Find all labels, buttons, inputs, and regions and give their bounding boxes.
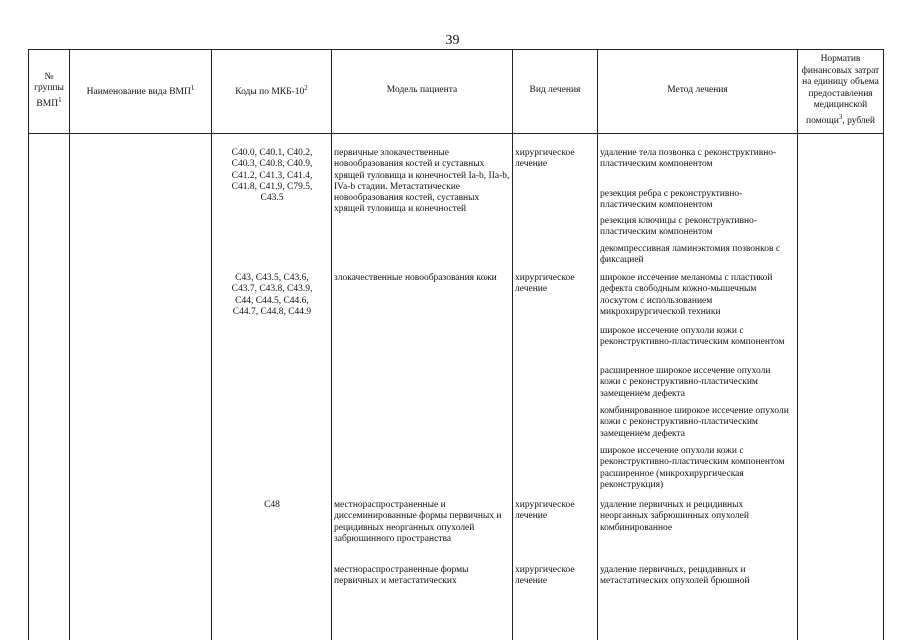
- col-line-1: [69, 49, 70, 640]
- row3-model: местнораспространенные и диссеминированные формы первичных и рецидивных неорганных опухолей забрюшинного пространства: [334, 500, 502, 544]
- header-icd-codes: Коды по МКБ-$10^2$: [235, 84, 308, 98]
- row2-method-5: широкое иссечение опухоли кожи с реконструктивно-пластическим компонентом расширенное (микрохирургическая реконструкция): [600, 446, 785, 490]
- row1-method-2: резекция ребра с реконструктивно-пластическим компонентом: [600, 189, 743, 211]
- row2-method-3: расширенное широкое иссечение опухоли кожи с реконструктивно-пластическим замещением дефекта: [600, 366, 771, 399]
- row1-codes: C40.0, C40.1, C40.2, C40.3, C40.8, C40.9, C41.2, C41.3, C41.4, C41.8, C41.9, C79.5, C43.5: [231, 148, 313, 204]
- row2-method-2: широкое иссечение опухоли кожи с реконструктивно-пластическим компонентом: [600, 326, 785, 348]
- col-line-0: [28, 49, 29, 640]
- col-line-7: [883, 49, 884, 640]
- row2-method-4: комбинированное широкое иссечение опухоли кожи с реконструктивно-пластическим замещением дефекта: [600, 406, 789, 439]
- row3-treatment: хирургическое лечение: [515, 500, 575, 522]
- row1-method-1: удаление тела позвонка с реконструктивно-пластическим компонентом: [600, 148, 777, 170]
- col-line-4: [512, 49, 513, 640]
- page-number: 39: [445, 33, 460, 48]
- row1-method-3: резекция ключицы с реконструктивно-пластическим компонентом: [600, 216, 757, 238]
- table-header-divider: [28, 133, 883, 134]
- row1-model: первичные злокачественные новообразования костей и суставных хрящей туловища и конечностей Ia-b, IIa-b, IVa-b стадии. Метастатические новообразования костей, суставных хрящей туловища и конечностей: [334, 148, 510, 215]
- row4-treatment: хирургическое лечение: [515, 565, 575, 587]
- col-line-6: [797, 49, 798, 640]
- row4-model: местнораспространенные формы первичных и метастатических: [334, 565, 469, 587]
- col-line-3: [331, 49, 332, 640]
- header-group-number: № группы ВМП$^1$: [34, 71, 64, 109]
- row1-treatment: хирургическое лечение: [515, 148, 575, 170]
- row1-method-4: декомпрессивная ламинэктомия позвонков с фиксацией: [600, 244, 781, 266]
- row3-codes: C48: [264, 500, 280, 510]
- header-cost-norm: Норматив финансовых затрат на единицу объема предоставления медицинской помощи$^3$, рублей: [801, 54, 880, 127]
- row4-method-1: удаление первичных, рецидивных и метастатических опухолей брюшной: [600, 565, 750, 587]
- header-treatment-method: Метод лечения: [667, 85, 728, 96]
- col-line-2: [211, 49, 212, 640]
- header-treatment-type: Вид лечения: [529, 85, 581, 96]
- row2-treatment: хирургическое лечение: [515, 273, 575, 295]
- header-patient-model: Модель пациента: [386, 85, 458, 96]
- row2-codes: C43, C43.5, C43.6, C43.7, C43.8, C43.9, C44, C44.5, C44.6, C44.7, C44.8, C44.9: [231, 273, 313, 317]
- col-line-5: [597, 49, 598, 640]
- row3-method-1: удаление первичных и рецидивных неорганных забрюшинных опухолей комбинированное: [600, 500, 749, 533]
- header-vmp-name: Наименование вида ВМП$^1$: [86, 84, 195, 98]
- row2-model: злокачественные новообразования кожи: [334, 273, 497, 283]
- row2-method-1: широкое иссечение меланомы с пластикой дефекта свободным кожно-мышечным лоскутом с использованием микрохирургической техники: [600, 273, 773, 317]
